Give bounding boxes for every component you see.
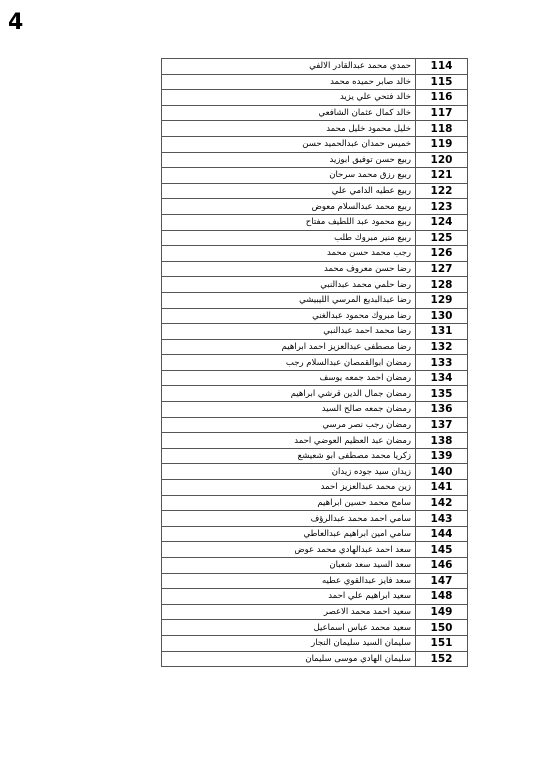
table-body bbox=[162, 59, 468, 667]
row-number: 124 bbox=[416, 214, 468, 230]
row-number: 120 bbox=[416, 152, 468, 168]
table-row bbox=[162, 136, 468, 152]
row-number: 122 bbox=[416, 183, 468, 199]
table-row bbox=[162, 542, 468, 558]
row-name: رضا محمد احمد عبدالنبي bbox=[162, 324, 416, 340]
table-row bbox=[162, 589, 468, 605]
table-row bbox=[162, 230, 468, 246]
row-name: ربيع حسن توفيق ابوزيد bbox=[162, 152, 416, 168]
names-table-container bbox=[161, 58, 468, 667]
row-name: خالد صابر حميده محمد bbox=[162, 74, 416, 90]
table-row bbox=[162, 183, 468, 199]
page-number: 4 bbox=[8, 10, 24, 35]
row-number: 125 bbox=[416, 230, 468, 246]
row-name: ربيع رزق محمد سرحان bbox=[162, 168, 416, 184]
row-name: رضا عبدالبديع المرسي الليبيشي bbox=[162, 292, 416, 308]
row-name: سليمان السيد سليمان النجار bbox=[162, 635, 416, 651]
table-row bbox=[162, 402, 468, 418]
table-row bbox=[162, 651, 468, 667]
row-number: 146 bbox=[416, 558, 468, 574]
table-row bbox=[162, 152, 468, 168]
row-number: 116 bbox=[416, 90, 468, 106]
table-row bbox=[162, 620, 468, 636]
row-number: 117 bbox=[416, 105, 468, 121]
names-table bbox=[161, 58, 468, 667]
row-number: 141 bbox=[416, 480, 468, 496]
row-number: 148 bbox=[416, 589, 468, 605]
row-name: زيدان سيد جوده زيدان bbox=[162, 464, 416, 480]
row-number: 151 bbox=[416, 635, 468, 651]
row-number: 132 bbox=[416, 339, 468, 355]
table-row bbox=[162, 573, 468, 589]
table-row bbox=[162, 339, 468, 355]
table-row bbox=[162, 121, 468, 137]
row-number: 149 bbox=[416, 604, 468, 620]
table-row bbox=[162, 558, 468, 574]
row-number: 128 bbox=[416, 277, 468, 293]
row-name: حمدي محمد عبدالقادر الالفي bbox=[162, 59, 416, 75]
row-name: سعد احمد عبدالهادي محمد عوض bbox=[162, 542, 416, 558]
row-number: 134 bbox=[416, 370, 468, 386]
table-row bbox=[162, 168, 468, 184]
row-name: زين محمد عبدالعزيز احمد bbox=[162, 480, 416, 496]
row-name: رمضان رجب نصر مرسي bbox=[162, 417, 416, 433]
table-row bbox=[162, 246, 468, 262]
row-number: 139 bbox=[416, 448, 468, 464]
table-row bbox=[162, 355, 468, 371]
row-name: خالد فتحي علي يزيد bbox=[162, 90, 416, 106]
row-name: سامي امين ابراهيم عبدالعاطي bbox=[162, 526, 416, 542]
row-name: خليل محمود خليل محمد bbox=[162, 121, 416, 137]
table-row bbox=[162, 261, 468, 277]
table-row bbox=[162, 74, 468, 90]
row-number: 152 bbox=[416, 651, 468, 667]
row-name: رمضان عبد العظيم العوضي احمد bbox=[162, 433, 416, 449]
table-row bbox=[162, 59, 468, 75]
row-name: سعيد ابراهيم علي احمد bbox=[162, 589, 416, 605]
row-number: 114 bbox=[416, 59, 468, 75]
table-row bbox=[162, 464, 468, 480]
row-number: 147 bbox=[416, 573, 468, 589]
table-row bbox=[162, 105, 468, 121]
row-name: رمضان ابوالقمصان عبدالسلام رجب bbox=[162, 355, 416, 371]
row-number: 123 bbox=[416, 199, 468, 215]
table-row bbox=[162, 308, 468, 324]
row-number: 121 bbox=[416, 168, 468, 184]
row-number: 136 bbox=[416, 402, 468, 418]
row-name: رضا حسن معروف محمد bbox=[162, 261, 416, 277]
row-number: 118 bbox=[416, 121, 468, 137]
row-name: سليمان الهادي موسى سليمان bbox=[162, 651, 416, 667]
row-name: رمضان احمد جمعه يوسف bbox=[162, 370, 416, 386]
row-number: 129 bbox=[416, 292, 468, 308]
row-name: رجب محمد حسن محمد bbox=[162, 246, 416, 262]
row-name: ربيع محمود عبد اللطيف مفتاح bbox=[162, 214, 416, 230]
row-number: 130 bbox=[416, 308, 468, 324]
row-number: 150 bbox=[416, 620, 468, 636]
row-number: 131 bbox=[416, 324, 468, 340]
row-number: 115 bbox=[416, 74, 468, 90]
row-number: 140 bbox=[416, 464, 468, 480]
table-row bbox=[162, 448, 468, 464]
row-name: رضا مصطفى عبدالعزيز احمد ابراهيم bbox=[162, 339, 416, 355]
row-name: سعيد محمد عباس اسماعيل bbox=[162, 620, 416, 636]
table-row bbox=[162, 604, 468, 620]
row-name: رضا حلمي محمد عبدالنبي bbox=[162, 277, 416, 293]
row-number: 143 bbox=[416, 511, 468, 527]
row-number: 127 bbox=[416, 261, 468, 277]
table-row bbox=[162, 433, 468, 449]
row-name: سامي احمد محمد عبدالرؤف bbox=[162, 511, 416, 527]
table-row bbox=[162, 277, 468, 293]
table-row bbox=[162, 526, 468, 542]
table-row bbox=[162, 199, 468, 215]
row-name: خالد كمال عثمان الشافعي bbox=[162, 105, 416, 121]
table-row bbox=[162, 417, 468, 433]
row-name: رمضان جمال الدين قرشي ابراهيم bbox=[162, 386, 416, 402]
row-number: 133 bbox=[416, 355, 468, 371]
row-name: سعد فايز عبدالقوي عطيه bbox=[162, 573, 416, 589]
row-number: 135 bbox=[416, 386, 468, 402]
row-name: سعد السيد سعد شعبان bbox=[162, 558, 416, 574]
table-row bbox=[162, 90, 468, 106]
table-row bbox=[162, 495, 468, 511]
row-name: رضا مبروك محمود عبدالغني bbox=[162, 308, 416, 324]
row-name: رمضان جمعه صالح السيد bbox=[162, 402, 416, 418]
row-number: 145 bbox=[416, 542, 468, 558]
row-name: ربيع منير مبروك طلب bbox=[162, 230, 416, 246]
row-number: 119 bbox=[416, 136, 468, 152]
row-number: 126 bbox=[416, 246, 468, 262]
row-name: ربيع عطيه الدامي علي bbox=[162, 183, 416, 199]
table-row bbox=[162, 370, 468, 386]
row-number: 142 bbox=[416, 495, 468, 511]
table-row bbox=[162, 480, 468, 496]
table-row bbox=[162, 386, 468, 402]
table-row bbox=[162, 214, 468, 230]
row-name: زكريا محمد مصطفى ابو شعيشع bbox=[162, 448, 416, 464]
row-name: سامح محمد حسين ابراهيم bbox=[162, 495, 416, 511]
row-name: ربيع محمد عبدالسلام معوض bbox=[162, 199, 416, 215]
table-row bbox=[162, 511, 468, 527]
table-row bbox=[162, 635, 468, 651]
row-number: 144 bbox=[416, 526, 468, 542]
row-name: سعيد احمد محمد الاعصر bbox=[162, 604, 416, 620]
row-number: 137 bbox=[416, 417, 468, 433]
row-number: 138 bbox=[416, 433, 468, 449]
table-row bbox=[162, 324, 468, 340]
table-row bbox=[162, 292, 468, 308]
row-name: خميس حمدان عبدالحميد حسن bbox=[162, 136, 416, 152]
